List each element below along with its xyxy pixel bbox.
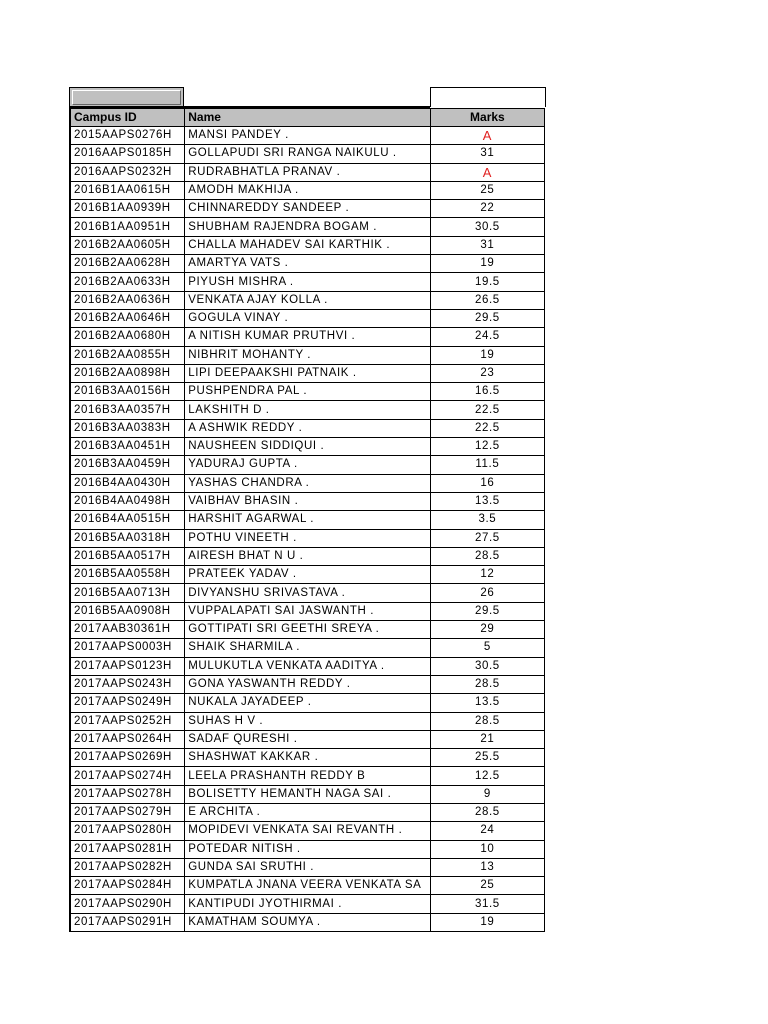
table-row: [70, 566, 545, 584]
marks-cell[interactable]: 12.5: [430, 438, 544, 456]
name-cell[interactable]: DIVYANSHU SRIVASTAVA .: [185, 584, 431, 602]
marks-cell[interactable]: A: [430, 163, 544, 181]
campus-id-cell[interactable]: 2015AAPS0276H: [70, 127, 185, 145]
name-cell[interactable]: AIRESH BHAT N U .: [185, 547, 431, 565]
marks-cell[interactable]: 22: [430, 200, 544, 218]
marks-cell[interactable]: 24: [430, 822, 544, 840]
table-row: [70, 730, 545, 748]
campus-id-cell[interactable]: 2016B3AA0357H: [70, 401, 185, 419]
marks-cell[interactable]: 11.5: [430, 456, 544, 474]
name-cell[interactable]: NUKALA JAYADEEP .: [185, 694, 431, 712]
marks-cell[interactable]: 3.5: [430, 511, 544, 529]
marks-header: Marks: [430, 109, 544, 127]
marks-cell[interactable]: 25: [430, 877, 544, 895]
campus-id-cell[interactable]: 2016B2AA0605H: [70, 236, 185, 254]
campus-id-cell[interactable]: 2016B5AA0713H: [70, 584, 185, 602]
marks-cell[interactable]: 28.5: [430, 803, 544, 821]
name-cell[interactable]: YADURAJ GUPTA .: [185, 456, 431, 474]
table-row: [70, 913, 545, 931]
campus-id-cell[interactable]: 2017AAPS0123H: [70, 657, 185, 675]
name-cell[interactable]: POTEDAR NITISH .: [185, 840, 431, 858]
marks-cell[interactable]: 31: [430, 236, 544, 254]
filter-cell[interactable]: [69, 87, 184, 108]
table-row: [70, 438, 545, 456]
campus-id-cell[interactable]: 2016B4AA0515H: [70, 511, 185, 529]
campus-id-cell[interactable]: 2016B3AA0459H: [70, 456, 185, 474]
name-cell[interactable]: AMODH MAKHIJA .: [185, 181, 431, 199]
table-row: [70, 456, 545, 474]
campus-id-cell[interactable]: 2017AAPS0290H: [70, 895, 185, 913]
marks-cell[interactable]: 24.5: [430, 328, 544, 346]
name-cell[interactable]: NAUSHEEN SIDDIQUI .: [185, 438, 431, 456]
campus-id-cell[interactable]: 2016B3AA0451H: [70, 438, 185, 456]
name-cell[interactable]: BOLISETTY HEMANTH NAGA SAI .: [185, 785, 431, 803]
name-cell[interactable]: GUNDA SAI SRUTHI .: [185, 858, 431, 876]
marks-cell[interactable]: 30.5: [430, 657, 544, 675]
table-row: [70, 803, 545, 821]
campus-id-cell[interactable]: 2016B4AA0498H: [70, 492, 185, 510]
campus-id-cell[interactable]: 2016B2AA0680H: [70, 328, 185, 346]
campus-id-cell[interactable]: 2016B2AA0633H: [70, 273, 185, 291]
blank-cell: [430, 87, 546, 107]
campus-id-cell[interactable]: 2016B5AA0318H: [70, 529, 185, 547]
marks-cell[interactable]: 31.5: [430, 895, 544, 913]
table-row: [70, 474, 545, 492]
marks-cell[interactable]: 16: [430, 474, 544, 492]
name-cell[interactable]: PRATEEK YADAV .: [185, 566, 431, 584]
name-cell[interactable]: VENKATA AJAY KOLLA .: [185, 291, 431, 309]
name-cell[interactable]: KUMPATLA JNANA VEERA VENKATA SA: [185, 877, 431, 895]
name-cell[interactable]: LAKSHITH D .: [185, 401, 431, 419]
marks-cell[interactable]: 26.5: [430, 291, 544, 309]
name-cell[interactable]: GOTTIPATI SRI GEETHI SREYA .: [185, 621, 431, 639]
campus-id-cell[interactable]: 2016AAPS0232H: [70, 163, 185, 181]
marks-cell[interactable]: 22.5: [430, 419, 544, 437]
name-cell[interactable]: VAIBHAV BHASIN .: [185, 492, 431, 510]
campus-id-cell[interactable]: 2016B5AA0908H: [70, 602, 185, 620]
campus-id-cell[interactable]: 2016B2AA0646H: [70, 309, 185, 327]
table-row: [70, 621, 545, 639]
table-row: [70, 145, 545, 163]
campus-id-cell[interactable]: 2017AAPS0284H: [70, 877, 185, 895]
table-row: [70, 529, 545, 547]
name-cell[interactable]: PIYUSH MISHRA .: [185, 273, 431, 291]
table-row: [70, 127, 545, 145]
table-row: [70, 364, 545, 382]
name-cell[interactable]: NIBHRIT MOHANTY .: [185, 346, 431, 364]
marks-table: [69, 108, 545, 932]
table-row: [70, 749, 545, 767]
marks-cell[interactable]: 13.5: [430, 694, 544, 712]
table-row: [70, 200, 545, 218]
name-cell[interactable]: LIPI DEEPAAKSHI PATNAIK .: [185, 364, 431, 382]
name-cell[interactable]: E ARCHITA .: [185, 803, 431, 821]
table-row: [70, 639, 545, 657]
marks-cell[interactable]: A: [430, 127, 544, 145]
name-cell[interactable]: GONA YASWANTH REDDY .: [185, 675, 431, 693]
marks-sheet: [69, 87, 545, 932]
table-row: [70, 858, 545, 876]
name-cell[interactable]: KAMATHAM SOUMYA .: [185, 913, 431, 931]
marks-cell[interactable]: 12.5: [430, 767, 544, 785]
marks-cell[interactable]: 13: [430, 858, 544, 876]
name-cell[interactable]: KANTIPUDI JYOTHIRMAI .: [185, 895, 431, 913]
marks-cell[interactable]: 19.5: [430, 273, 544, 291]
campus-id-cell[interactable]: 2016B1AA0951H: [70, 218, 185, 236]
name-cell[interactable]: GOLLAPUDI SRI RANGA NAIKULU .: [185, 145, 431, 163]
name-cell[interactable]: HARSHIT AGARWAL .: [185, 511, 431, 529]
marks-cell[interactable]: 31: [430, 145, 544, 163]
name-header: Name: [185, 109, 431, 127]
marks-cell[interactable]: 25.5: [430, 749, 544, 767]
name-cell[interactable]: CHINNAREDDY SANDEEP .: [185, 200, 431, 218]
marks-cell[interactable]: 5: [430, 639, 544, 657]
marks-cell[interactable]: 30.5: [430, 218, 544, 236]
table-row: [70, 218, 545, 236]
table-row: [70, 785, 545, 803]
campus-id-cell[interactable]: 2017AAPS0269H: [70, 749, 185, 767]
table-row: [70, 694, 545, 712]
marks-cell[interactable]: 22.5: [430, 401, 544, 419]
marks-cell[interactable]: 19: [430, 255, 544, 273]
campus-id-cell[interactable]: 2016B2AA0628H: [70, 255, 185, 273]
marks-cell[interactable]: 10: [430, 840, 544, 858]
table-row: [70, 273, 545, 291]
table-row: [70, 492, 545, 510]
table-header-row: [70, 109, 545, 127]
header-divider: [184, 106, 430, 108]
campus-id-cell[interactable]: 2016B1AA0615H: [70, 181, 185, 199]
marks-cell[interactable]: 19: [430, 913, 544, 931]
name-cell[interactable]: LEELA PRASHANTH REDDY B: [185, 767, 431, 785]
campus-id-cell[interactable]: 2017AAPS0003H: [70, 639, 185, 657]
marks-cell[interactable]: 12: [430, 566, 544, 584]
marks-cell[interactable]: 27.5: [430, 529, 544, 547]
table-row: [70, 840, 545, 858]
campus-id-header: Campus ID: [70, 109, 185, 127]
table-body: [70, 127, 545, 932]
campus-id-cell[interactable]: 2016B5AA0558H: [70, 566, 185, 584]
campus-id-cell[interactable]: 2017AAPS0278H: [70, 785, 185, 803]
name-cell[interactable]: MOPIDEVI VENKATA SAI REVANTH .: [185, 822, 431, 840]
name-cell[interactable]: MULUKUTLA VENKATA AADITYA .: [185, 657, 431, 675]
name-cell[interactable]: CHALLA MAHADEV SAI KARTHIK .: [185, 236, 431, 254]
marks-cell[interactable]: 23: [430, 364, 544, 382]
marks-cell[interactable]: 29: [430, 621, 544, 639]
table-row: [70, 712, 545, 730]
campus-id-cell[interactable]: 2017AAPS0279H: [70, 803, 185, 821]
campus-id-cell[interactable]: 2016B3AA0383H: [70, 419, 185, 437]
name-cell[interactable]: POTHU VINEETH .: [185, 529, 431, 547]
name-cell[interactable]: A NITISH KUMAR PRUTHVI .: [185, 328, 431, 346]
table-row: [70, 602, 545, 620]
marks-cell[interactable]: 28.5: [430, 675, 544, 693]
table-row: [70, 309, 545, 327]
campus-id-cell[interactable]: 2017AAPS0280H: [70, 822, 185, 840]
marks-cell[interactable]: 28.5: [430, 712, 544, 730]
campus-id-cell[interactable]: 2016B2AA0636H: [70, 291, 185, 309]
table-row: [70, 419, 545, 437]
table-row: [70, 767, 545, 785]
table-row: [70, 547, 545, 565]
name-cell[interactable]: PUSHPENDRA PAL .: [185, 383, 431, 401]
table-row: [70, 584, 545, 602]
campus-id-cell[interactable]: 2016B2AA0855H: [70, 346, 185, 364]
name-cell[interactable]: RUDRABHATLA PRANAV .: [185, 163, 431, 181]
name-cell[interactable]: GOGULA VINAY .: [185, 309, 431, 327]
table-row: [70, 877, 545, 895]
marks-cell[interactable]: 21: [430, 730, 544, 748]
campus-id-cell[interactable]: 2016B5AA0517H: [70, 547, 185, 565]
marks-cell[interactable]: 25: [430, 181, 544, 199]
marks-cell[interactable]: 29.5: [430, 309, 544, 327]
table-row: [70, 401, 545, 419]
name-cell[interactable]: A ASHWIK REDDY .: [185, 419, 431, 437]
name-cell[interactable]: SADAF QURESHI .: [185, 730, 431, 748]
marks-cell[interactable]: 16.5: [430, 383, 544, 401]
table-row: [70, 822, 545, 840]
campus-id-cell[interactable]: 2017AAPS0252H: [70, 712, 185, 730]
campus-id-cell[interactable]: 2017AAB30361H: [70, 621, 185, 639]
campus-id-cell[interactable]: 2017AAPS0282H: [70, 858, 185, 876]
marks-cell[interactable]: 26: [430, 584, 544, 602]
campus-id-cell[interactable]: 2017AAPS0291H: [70, 913, 185, 931]
marks-cell[interactable]: 19: [430, 346, 544, 364]
marks-cell[interactable]: 29.5: [430, 602, 544, 620]
campus-id-cell[interactable]: 2016AAPS0185H: [70, 145, 185, 163]
table-row: [70, 236, 545, 254]
campus-id-cell[interactable]: 2017AAPS0281H: [70, 840, 185, 858]
name-cell[interactable]: SHASHWAT KAKKAR .: [185, 749, 431, 767]
campus-id-cell[interactable]: 2016B3AA0156H: [70, 383, 185, 401]
table-row: [70, 163, 545, 181]
table-row: [70, 181, 545, 199]
campus-id-cell[interactable]: 2016B4AA0430H: [70, 474, 185, 492]
name-cell[interactable]: VUPPALAPATI SAI JASWANTH .: [185, 602, 431, 620]
name-cell[interactable]: SUHAS H V .: [185, 712, 431, 730]
campus-id-cell[interactable]: 2017AAPS0249H: [70, 694, 185, 712]
marks-cell[interactable]: 28.5: [430, 547, 544, 565]
table-row: [70, 291, 545, 309]
campus-id-cell[interactable]: 2016B2AA0898H: [70, 364, 185, 382]
marks-cell[interactable]: 13.5: [430, 492, 544, 510]
name-cell[interactable]: YASHAS CHANDRA .: [185, 474, 431, 492]
name-cell[interactable]: MANSI PANDEY .: [185, 127, 431, 145]
campus-id-cell[interactable]: 2016B1AA0939H: [70, 200, 185, 218]
campus-id-cell[interactable]: 2017AAPS0264H: [70, 730, 185, 748]
table-row: [70, 657, 545, 675]
name-cell[interactable]: AMARTYA VATS .: [185, 255, 431, 273]
table-row: [70, 511, 545, 529]
table-row: [70, 328, 545, 346]
name-cell[interactable]: SHUBHAM RAJENDRA BOGAM .: [185, 218, 431, 236]
table-row: [70, 346, 545, 364]
sheet-top-row: [69, 87, 545, 108]
campus-id-cell[interactable]: 2017AAPS0243H: [70, 675, 185, 693]
table-row: [70, 255, 545, 273]
table-row: [70, 895, 545, 913]
table-row: [70, 383, 545, 401]
table-row: [70, 675, 545, 693]
campus-id-cell[interactable]: 2017AAPS0274H: [70, 767, 185, 785]
marks-cell[interactable]: 9: [430, 785, 544, 803]
name-cell[interactable]: SHAIK SHARMILA .: [185, 639, 431, 657]
